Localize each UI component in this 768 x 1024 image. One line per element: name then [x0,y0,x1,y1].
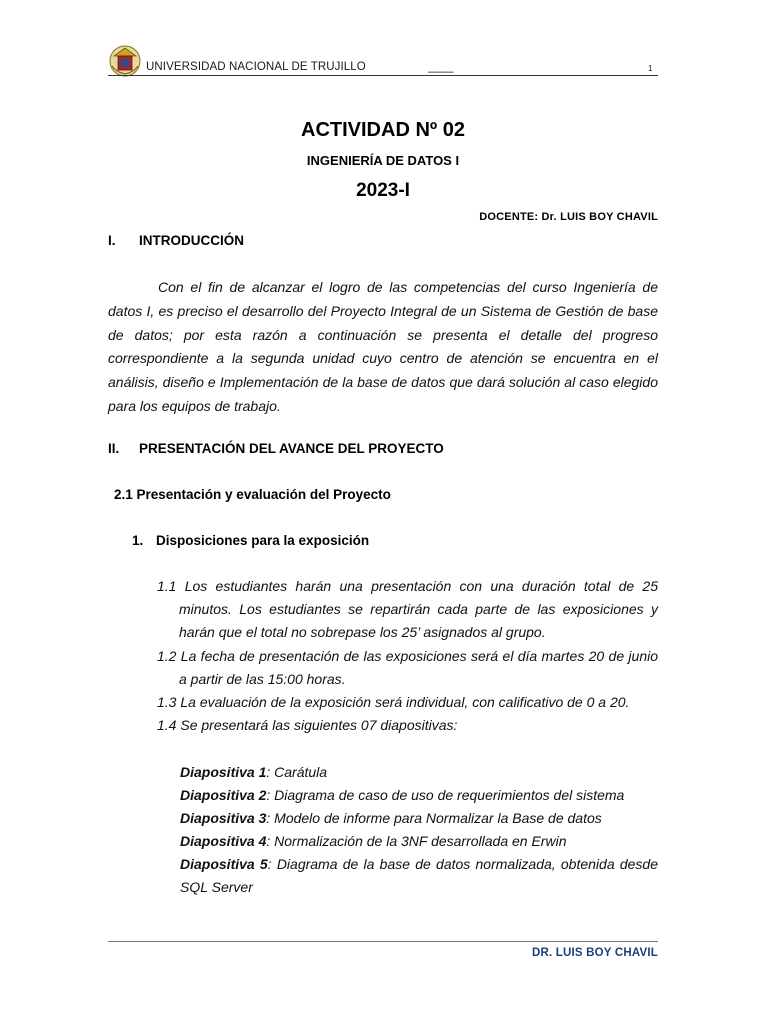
slide-description: : Normalización de la 3NF desarrollada en Erwin [266,833,567,849]
header-blank-line: ____ [428,61,454,73]
item-title: Disposiciones para la exposición [156,533,370,548]
document-title: ACTIVIDAD Nº 02 [301,119,465,141]
list-item [157,575,658,645]
slide-item [180,761,658,784]
subsection-heading: 2.1 Presentación y evaluación del Proyecto [114,487,391,502]
item-number: 1. [132,533,144,548]
list-item-text: La fecha de presentación de las exposiciones será el día martes 20 de junio a partir de las 15:00 horas. [179,648,659,688]
section-title: INTRODUCCIÓN [139,233,244,248]
list-item [157,714,658,737]
list-item-text: Se presentará las siguientes 07 diapositivas: [180,717,458,733]
slide-item [180,853,658,899]
slide-label: Diapositiva 3 [180,810,267,826]
list-item-number: 1.2 [157,648,177,664]
slide-item [180,830,658,853]
page-number: 1 [648,64,653,73]
section-number: I. [108,233,116,248]
teacher-name: DOCENTE: Dr. LUIS BOY CHAVIL [479,211,658,223]
introduction-paragraph: Con el fin de alcanzar el logro de las competencias del curso Ingeniería de datos I, es preciso el desarrollo del Proyecto Integral de un Sistema de Gestión de base de datos; por esta razón a continuación se presenta el detalle del progreso correspondiente a la segunda unidad cuyo centro de atención se encuentra en el análisis, diseño e Implementación de la base de datos que dará solución al caso elegido para los equipos de trabajo. [108,279,658,414]
slide-label: Diapositiva 1 [180,764,267,780]
item-heading [132,533,369,548]
section-progress-heading [108,441,444,456]
list-item-number: 1.3 [157,694,177,710]
list-item [157,691,658,714]
slide-label: Diapositiva 5 [180,856,268,872]
footer-author: DR. LUIS BOY CHAVIL [531,947,658,959]
section-number: II. [108,441,120,456]
slide-description: : Modelo de informe para Normalizar la Base de datos [266,810,602,826]
list-item-text: Los estudiantes harán una presentación con una duración total de 25 minutos. Los estudiantes se repartirán cada parte de las exposiciones y harán que el total no sobrepase los 25’ asignados al grupo. [179,578,659,641]
list-item-text: La evaluación de la exposición será individual, con calificativo de 0 a 20. [180,694,630,710]
section-title: PRESENTACIÓN DEL AVANCE DEL PROYECTO [139,441,444,456]
slide-label: Diapositiva 2 [180,787,267,803]
slide-item [180,807,658,830]
footer-divider [108,941,658,942]
section-introduction-heading [108,233,244,248]
header-university-name: UNIVERSIDAD NACIONAL DE TRUJILLO [146,61,366,73]
slide-description: : Diagrama de caso de uso de requerimientos del sistema [266,787,625,803]
slide-description: : Carátula [266,764,328,780]
header-divider [108,75,658,76]
list-item-number: 1.4 [157,717,177,733]
slide-description: : Diagrama de la base de datos normalizada, obtenida desde SQL Server [180,856,658,896]
university-logo [108,44,142,78]
academic-period: 2023-I [356,180,410,201]
list-item [157,645,658,691]
slide-item [180,784,658,807]
slide-label: Diapositiva 4 [180,833,267,849]
list-item-number: 1.1 [157,578,177,594]
course-name: INGENIERÍA DE DATOS I [306,153,460,168]
